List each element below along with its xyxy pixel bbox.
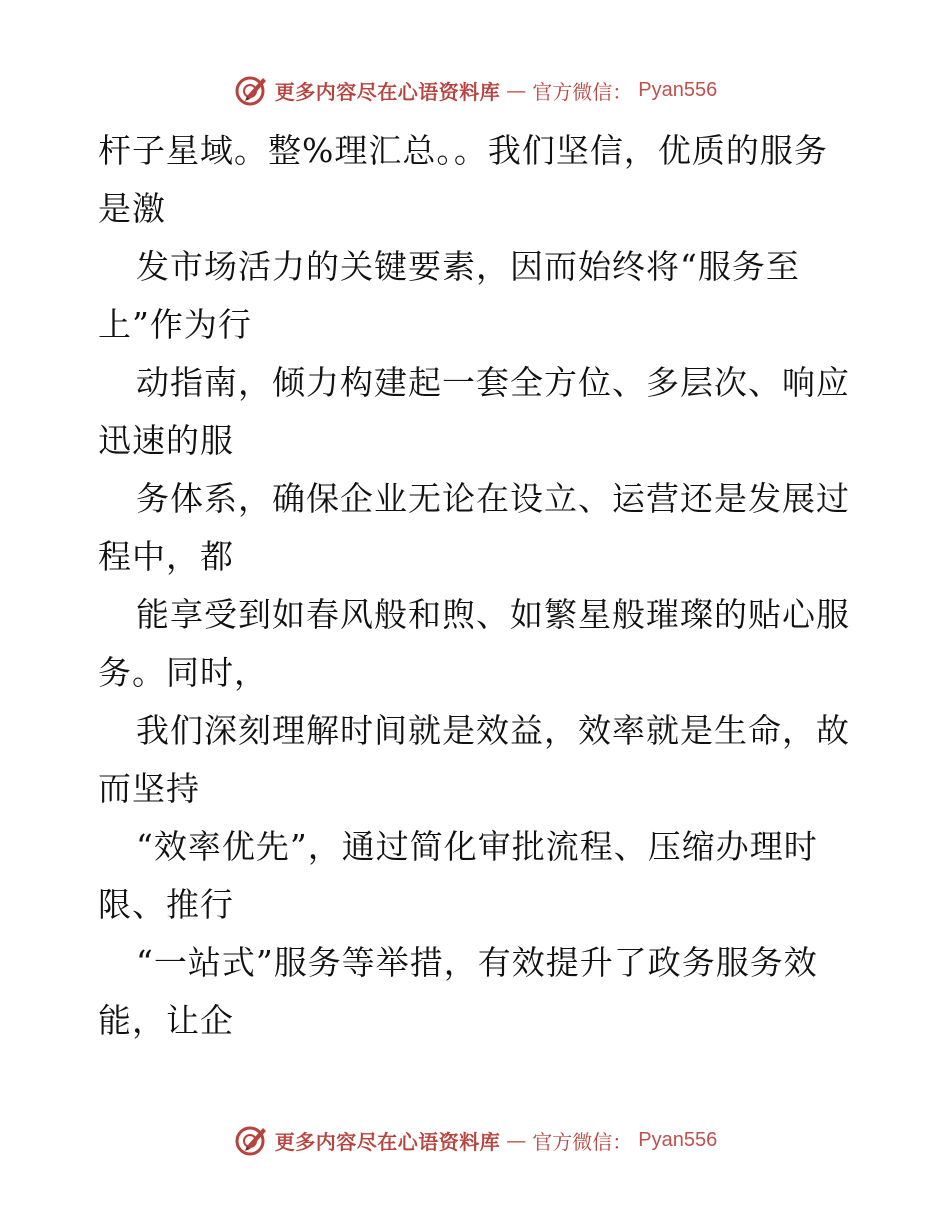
watermark-separator: — — [506, 1128, 527, 1152]
body-line: 而坚持 — [98, 769, 200, 808]
document-body — [98, 122, 858, 1050]
watermark-separator: — — [506, 78, 527, 102]
body-line: “效率优先”，通过简化审批流程、压缩办理时 — [136, 827, 818, 866]
watermark-account-id: Pyan556 — [638, 1128, 718, 1151]
watermark-account-label: 官方微信： — [532, 79, 633, 104]
body-line: 务体系，确保企业无论在设立、运营还是发展过 — [136, 479, 850, 518]
body-line: 务。同时， — [98, 653, 268, 692]
body-line: 杆子星域。整%理汇总。。我们坚信，优质的服务 — [98, 131, 828, 170]
header-watermark-banner — [0, 70, 950, 110]
body-line: “一站式”服务等举措，有效提升了政务服务效 — [136, 943, 818, 982]
body-line: 限、推行 — [98, 885, 234, 924]
body-line: 程中，都 — [98, 537, 234, 576]
body-line: 我们深刻理解时间就是效益，效率就是生命，故 — [136, 711, 850, 750]
watermark-site-text: 更多内容尽在心语资料库 — [274, 79, 501, 104]
body-line: 迅速的服 — [98, 421, 234, 460]
body-line: 发市场活力的关键要素，因而始终将“服务至 — [136, 247, 800, 286]
body-line: 动指南，倾力构建起一套全方位、多层次、响应 — [136, 363, 850, 402]
watermark-site-text: 更多内容尽在心语资料库 — [274, 1129, 501, 1154]
body-line: 上”作为行 — [98, 305, 252, 344]
watermark-account-id: Pyan556 — [638, 78, 718, 101]
watermark-account-label: 官方微信： — [532, 1129, 633, 1154]
body-line: 能享受到如春风般和煦、如繁星般璀璨的贴心服 — [136, 595, 850, 634]
body-line: 能，让企 — [98, 1001, 234, 1040]
body-line: 是激 — [98, 189, 166, 228]
pen-logo-icon — [233, 1122, 269, 1158]
pen-logo-icon — [233, 72, 269, 108]
footer-watermark-banner — [0, 1120, 950, 1160]
